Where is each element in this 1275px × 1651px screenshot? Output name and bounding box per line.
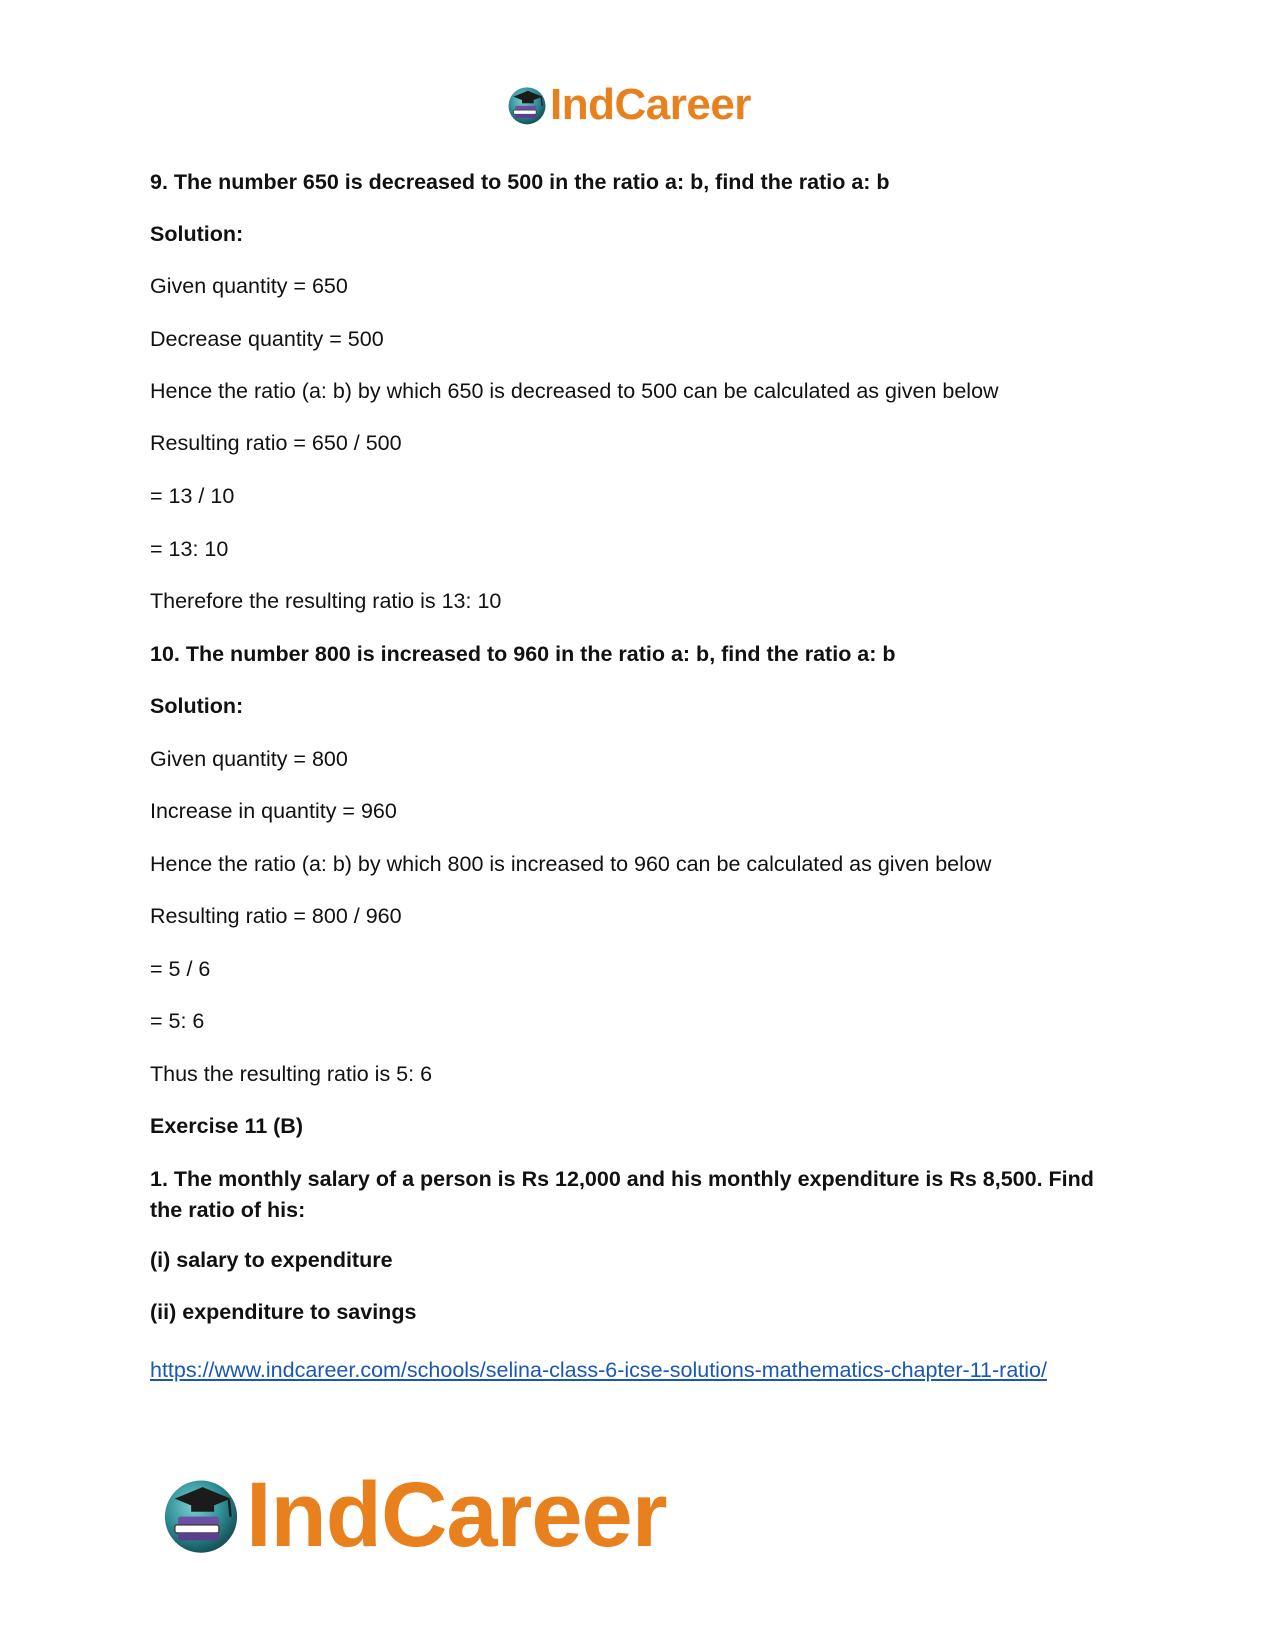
question-9: 9. The number 650 is decreased to 500 in the ratio a: b, find the ratio a: b — [150, 170, 890, 194]
logo-wordmark: IndCareer — [246, 1463, 667, 1566]
exercise-question-1: 1. The monthly salary of a person is Rs 12,000 and his monthly expenditure is Rs 8,500. Find the ratio of his: — [150, 1167, 1094, 1222]
solution-conclusion: Therefore the resulting ratio is 13: 10 — [150, 589, 502, 613]
solution-line: Decrease quantity = 500 — [150, 327, 384, 351]
header-logo — [506, 80, 751, 130]
source-url-link[interactable]: https://www.indcareer.com/schools/selina-class-6-icse-solutions-mathematics-chapter-11-ratio/ — [150, 1358, 1047, 1382]
solution-line: Resulting ratio = 800 / 960 — [150, 904, 402, 928]
sub-question-ii: (ii) expenditure to savings — [150, 1300, 417, 1324]
solution-line: Hence the ratio (a: b) by which 650 is decreased to 500 can be calculated as given below — [150, 379, 999, 403]
sub-question-i: (i) salary to expenditure — [150, 1248, 393, 1272]
solution-line: = 13: 10 — [150, 537, 229, 561]
solution-line: Hence the ratio (a: b) by which 800 is increased to 960 can be calculated as given below — [150, 852, 992, 876]
solution-line: Increase in quantity = 960 — [150, 799, 397, 823]
logo-wordmark: IndCareer — [550, 80, 751, 129]
globe-graduation-cap-books-icon — [160, 1474, 242, 1556]
footer-logo — [160, 1463, 667, 1566]
solution-heading: Solution: — [150, 694, 244, 718]
solution-line: Given quantity = 650 — [150, 274, 348, 298]
question-10: 10. The number 800 is increased to 960 in the ratio a: b, find the ratio a: b — [150, 642, 896, 666]
solution-line: = 13 / 10 — [150, 484, 235, 508]
solution-heading: Solution: — [150, 222, 244, 246]
solution-line: Resulting ratio = 650 / 500 — [150, 431, 402, 455]
solution-line: Given quantity = 800 — [150, 747, 348, 771]
solution-line: = 5 / 6 — [150, 957, 211, 981]
globe-graduation-cap-books-icon — [506, 84, 548, 126]
solution-line: = 5: 6 — [150, 1009, 205, 1033]
solution-conclusion: Thus the resulting ratio is 5: 6 — [150, 1062, 433, 1086]
exercise-heading: Exercise 11 (B) — [150, 1114, 303, 1138]
